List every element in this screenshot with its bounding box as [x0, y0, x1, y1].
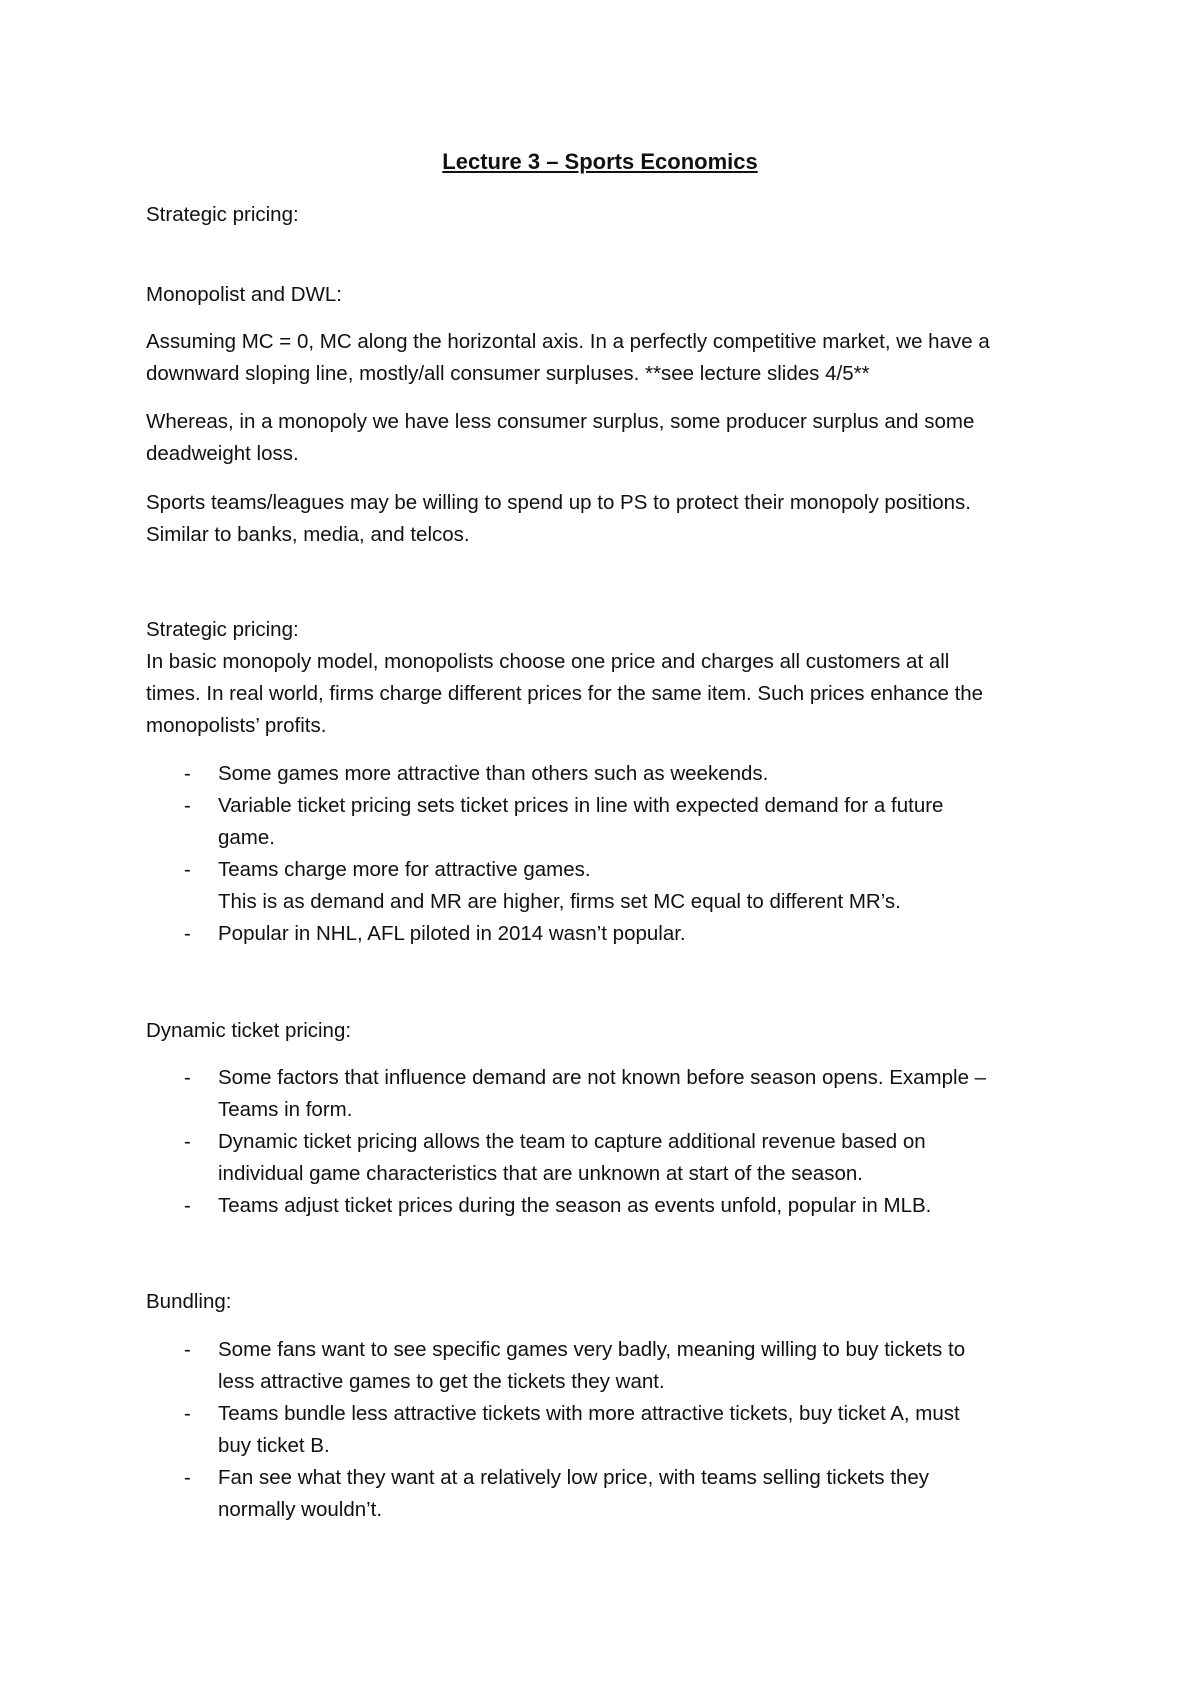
list-item-line: buy ticket B. [218, 1434, 330, 1457]
bullet-dash: - [184, 1402, 191, 1425]
list-item [146, 790, 1076, 854]
heading-strategic-pricing-2: Strategic pricing: [146, 618, 299, 641]
paragraph-whereas [146, 406, 1076, 470]
bullet-dash: - [184, 1066, 191, 1089]
list-item-line: Some factors that influence demand are not known before season opens. Example – [218, 1066, 987, 1089]
heading-monopolist-dwl: Monopolist and DWL: [146, 283, 342, 306]
list-item-line: Fan see what they want at a relatively low price, with teams selling tickets they [218, 1466, 929, 1489]
bullet-dash: - [184, 922, 191, 945]
paragraph-sports-teams [146, 487, 1076, 551]
bullet-dash: - [184, 1338, 191, 1361]
paragraph-line: Assuming MC = 0, MC along the horizontal axis. In a perfectly competitive market, we have a [146, 330, 990, 353]
paragraph-basic-monopoly [146, 646, 1076, 742]
list-item [146, 1190, 1076, 1222]
bundling-list [146, 1334, 1076, 1526]
page-title: Lecture 3 – Sports Economics [442, 149, 758, 174]
bullet-dash: - [184, 794, 191, 817]
paragraph-line: times. In real world, firms charge different prices for the same item. Such prices enhance the [146, 682, 984, 705]
paragraph-line: Sports teams/leagues may be willing to spend up to PS to protect their monopoly positions. [146, 491, 972, 514]
heading-bundling: Bundling: [146, 1290, 232, 1313]
list-item-line: This is as demand and MR are higher, firms set MC equal to different MR’s. [218, 890, 901, 913]
list-item-line: game. [218, 826, 275, 849]
bullet-dash: - [184, 1130, 191, 1153]
strategic-pricing-list [146, 758, 1076, 950]
list-item [146, 1334, 1076, 1398]
bullet-dash: - [184, 1466, 191, 1489]
list-item [146, 1398, 1076, 1462]
heading-strategic-pricing-1: Strategic pricing: [146, 203, 299, 226]
list-item-line: Some fans want to see specific games very badly, meaning willing to buy tickets to [218, 1338, 966, 1361]
list-item-line: Some games more attractive than others such as weekends. [218, 762, 769, 785]
list-item-line: Variable ticket pricing sets ticket prices in line with expected demand for a future [218, 794, 944, 817]
paragraph-line: monopolists’ profits. [146, 714, 327, 737]
list-item-line: Teams bundle less attractive tickets with more attractive tickets, buy ticket A, must [218, 1402, 960, 1425]
list-item-line: normally wouldn’t. [218, 1498, 383, 1521]
list-item [146, 1126, 1076, 1190]
paragraph-line: Whereas, in a monopoly we have less consumer surplus, some producer surplus and some [146, 410, 975, 433]
list-item-line: Teams charge more for attractive games. [218, 858, 591, 881]
heading-dynamic-ticket-pricing: Dynamic ticket pricing: [146, 1019, 352, 1042]
list-item-line: individual game characteristics that are unknown at start of the season. [218, 1162, 863, 1185]
list-item [146, 758, 1076, 790]
bullet-dash: - [184, 762, 191, 785]
bullet-dash: - [184, 858, 191, 881]
bullet-dash: - [184, 1194, 191, 1217]
list-item-line: Teams adjust ticket prices during the season as events unfold, popular in MLB. [218, 1194, 932, 1217]
paragraph-line: In basic monopoly model, monopolists choose one price and charges all customers at all [146, 650, 950, 673]
dynamic-pricing-list [146, 1062, 1076, 1222]
list-item-line: Dynamic ticket pricing allows the team to capture additional revenue based on [218, 1130, 926, 1153]
list-item-line: Popular in NHL, AFL piloted in 2014 wasn’t popular. [218, 922, 686, 945]
list-item [146, 854, 1076, 918]
list-item-line: Teams in form. [218, 1098, 353, 1121]
paragraph-line: Similar to banks, media, and telcos. [146, 523, 470, 546]
list-item [146, 1062, 1076, 1126]
list-item [146, 918, 1076, 950]
paragraph-mc [146, 326, 1076, 390]
list-item-line: less attractive games to get the tickets they want. [218, 1370, 665, 1393]
paragraph-line: downward sloping line, mostly/all consumer surpluses. **see lecture slides 4/5** [146, 362, 870, 385]
paragraph-line: deadweight loss. [146, 442, 299, 465]
list-item [146, 1462, 1076, 1526]
